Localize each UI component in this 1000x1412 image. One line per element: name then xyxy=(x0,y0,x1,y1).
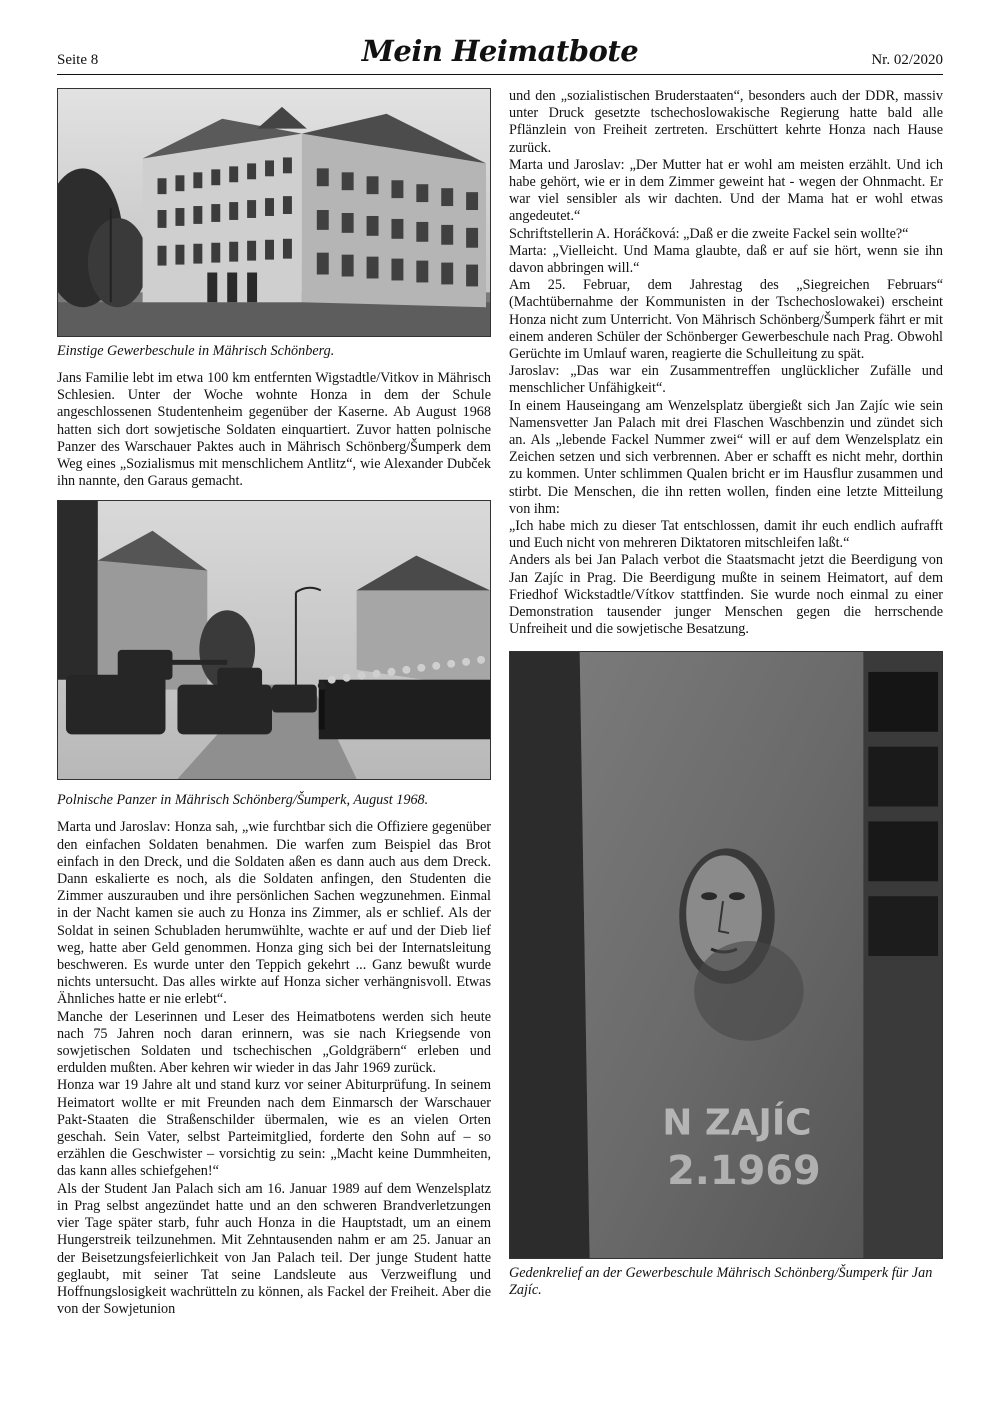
article-paragraph: Marta: „Vielleicht. Und Mama glaubte, daß er auf sie hört, wenn sie ihn davon abbringen will.“ xyxy=(509,242,943,277)
school-building-photo xyxy=(57,88,491,337)
article-paragraph: Manche der Leserinnen und Leser des Heimatbotens werden sich heute nach 75 Jahren noch daran erinnern, was sie nach Kriegsende von sowjetischen Soldaten und tschechischen „Goldgräbern“ erleben und erdulden mußten. Aber kehren wir wieder in das Jahr 1969 zurück. xyxy=(57,1008,491,1077)
page-number: Seite 8 xyxy=(57,52,99,68)
tanks-photo xyxy=(57,500,491,780)
article-paragraph: „Ich habe mich zu dieser Tat entschlossen, damit ihr euch endlich aufrafft und Euch nicht von mehreren Diktatoren mitschleifen laßt.“ xyxy=(509,518,943,552)
relief-inscription-date: 2.1969 xyxy=(667,1147,821,1194)
tanks-caption: Polnische Panzer in Mährisch Schönberg/Šumperk, August 1968. xyxy=(57,792,429,809)
article-paragraph: Schriftstellerin A. Horáčková: „Daß er die zweite Fackel sein wollte?“ xyxy=(509,225,909,242)
memorial-relief-caption: Gedenkrelief an der Gewerbeschule Mährisch Schönberg/Šumperk für Jan Zajíc. xyxy=(509,1264,933,1298)
header-rule xyxy=(57,74,943,75)
article-paragraph: Marta und Jaroslav: Honza sah, „wie furchtbar sich die Offiziere gegenüber den einfachen Soldaten benahmen. Die warfen zum Beispiel das Brot einfach in den Dreck, und die Soldaten aßen es dann auch aus dem Dreck. Dann eskalierte es noch, als die Soldaten anfingen, den Studenten die Zimmer auszurauben und ihre persönlichen Sachen wegzunehmen. Einmal in der Nacht kamen sie auch zu Honza ins Zimmer, als er schlief. Als der Soldat in seinen Schubladen herumwühlte, wachte er auf und der Dieb lief weg, hatte aber Geld genommen. Honza ging sich bei der Internatsleitung beschweren. Es wurde unter den Teppich gekehrt ... Ganz bewußt wurde nichts untersucht. Das alles wirkte auf Honza sicher verhängnisvoll. Etwas Ähnliches hatte er nie erlebt“. xyxy=(57,819,491,1008)
memorial-relief-photo xyxy=(509,651,943,1259)
article-paragraph: Jaroslav: „Das war ein Zusammentreffen unglücklicher Zufälle und menschlicher Unfähigkeit“. xyxy=(509,363,943,397)
page-header xyxy=(57,22,943,78)
school-building-caption: Einstige Gewerbeschule in Mährisch Schönberg. xyxy=(57,343,335,359)
article-paragraph: Honza war 19 Jahre alt und stand kurz vor seiner Abiturprüfung. In seinem Heimatort wollte er mit Freunden nach dem Einmarsch der Warschauer Pakt-Staaten die Straßenschilder übermalen, wie es an vielen Orten geschah. Sein Vater, selbst Parteimitglied, forderte den Sohn auf – so erzählen die Geschwister – vorsichtig zu sein: „Macht keine Dummheiten, das kann alles schiefgehen!“ xyxy=(57,1077,491,1180)
left-column xyxy=(57,88,491,1318)
article-paragraph: In einem Hauseingang am Wenzelsplatz übergießt sich Jan Zajíc wie sein Namensvetter Jan Palach mit drei Flaschen Waschbenzin und zündet sich an. Als „lebende Fackel Nummer zwei“ will er auf dem Wenzelsplatz ein Zeichen setzen und sich verbrennen. Aber er schafft es nicht mehr, dorthin zu kommen. Unter schlimmen Qualen bricht er im Hausflur zusammen und stirbt. Die Menschen, die ihn retten wollen, finden eine letzte Mitteilung von ihm: xyxy=(509,397,943,517)
article-paragraph: Jans Familie lebt im etwa 100 km entfernten Wigstadtle/Vitkov in Mährisch Schlesien. Unter der Woche wohnte Honza in dem der Schule angeschlossenen Studentenheim gegenüber der Kaserne. Ab August 1968 hatten sich dort sowjetische Soldaten einquartiert. Zuvor hatten polnische Panzer des Warschauer Paktes auch in Mährisch Schönberg/Šumperk dem Weg eines „Sozialismus mit menschlichem Antlitz“, wie Alexander Dubček ihn nannte, den Garaus gemacht. xyxy=(57,370,491,490)
article-paragraph: Als der Student Jan Palach sich am 16. Januar 1989 auf dem Wenzelsplatz in Prag selbst angezündet hatte und an den schweren Brandverletzungen vier Tage später starb, fuhr auch Honza in die Hauptstadt, um an einem Hungerstreik teilzunehmen. Mit Zehntausenden nahm er am 25. Januar an der Beisetzungsfeierlichkeit von Jan Palach teil. Der junge Student hatte geglaubt, mit seiner Tat seine Landsleute aus Verzweiflung und Hoffnungslosigkeit wachrütteln zu können, als Fackel der Freiheit. Aber die von der Sowjetunion xyxy=(57,1180,491,1318)
article-paragraph: Marta und Jaroslav: „Der Mutter hat er wohl am meisten erzählt. Und ich habe gehört, wie er in dem Zimmer geweint hat - wegen der Ohnmacht. Er war viel sensibler als wir dachten. Und der Mama hat er wohl etwas angedeutet.“ xyxy=(509,156,943,225)
issue-number: Nr. 02/2020 xyxy=(871,52,943,68)
relief-inscription-name: N ZAJÍC xyxy=(662,1101,812,1143)
right-column xyxy=(509,88,943,1309)
article-paragraph: Anders als bei Jan Palach verbot die Staatsmacht jetzt die Beerdigung von Jan Zajíc in Prag. Die Beerdigung mußte in seinem Heimatort, auf dem Friedhof Wickstadtle/Vítkov stattfinden. Sie wurde noch einmal zu einer Demonstration tausender junger Menschen gegen die herrschende Unfreiheit und die sowjetische Besatzung. xyxy=(509,552,943,638)
article-paragraph: und den „sozialistischen Bruderstaaten“, besonders auch der DDR, massiv unter Druck gesetzte tschechoslowakische Regierung hatte bald alle Pflänzlein von Freiheit zertreten. Erschüttert kehrte Honza nach Hause zurück. xyxy=(509,88,943,156)
article-paragraph: Am 25. Februar, dem Jahrestag des „Siegreichen Februars“ (Machtübernahme der Kommunisten in der Tschechoslowakei) erscheint Honza nicht zum Unterricht. Von Mährisch Schönberg/Šumperk fährt er mit einem anderen Schüler der Schönberger Gewerbeschule nach Prag. Obwohl Gerüchte im Umlauf waren, reagierte die Schulleitung zu spät. xyxy=(509,277,943,363)
masthead-logo: Mein Heimatbote xyxy=(361,34,639,68)
